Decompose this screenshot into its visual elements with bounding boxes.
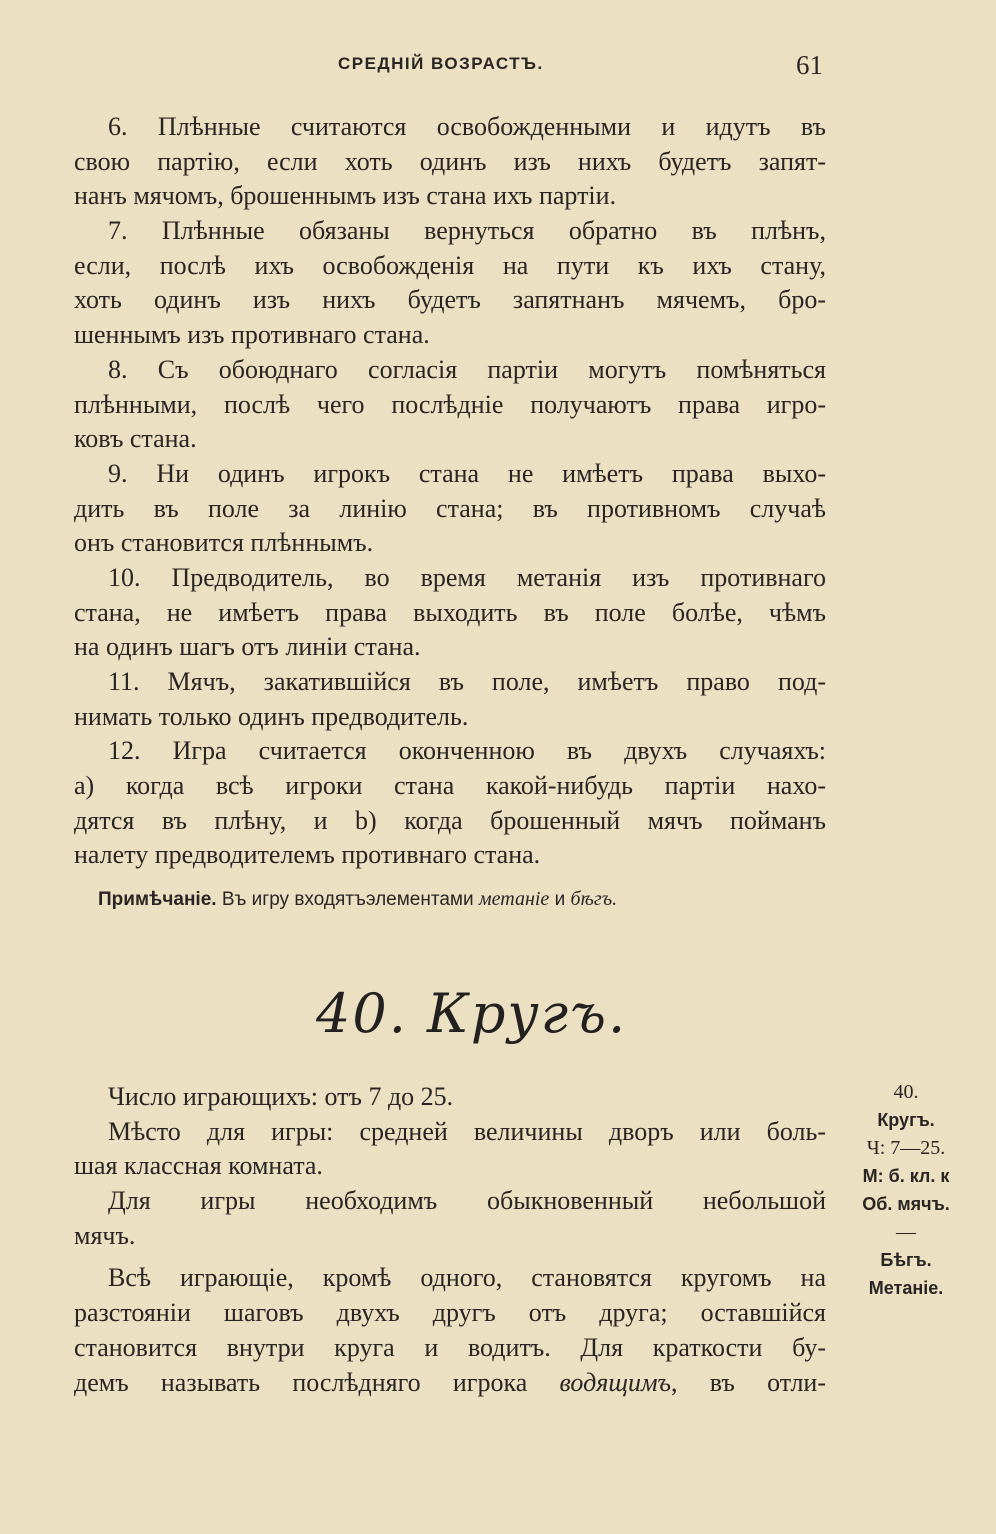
margin-element: Метаніе. [868, 1278, 944, 1298]
text-line: Всѣ играющіе, кромѣ одного, становятся кругомъ на [108, 1263, 826, 1293]
text-line: Мѣсто для игры: средней величины дворъ или боль- [108, 1116, 826, 1146]
footnote-label: Примѣчаніе. [98, 889, 217, 910]
margin-equipment: Об. мячъ. [862, 1194, 950, 1214]
text-line: ковъ стана. [74, 424, 197, 454]
margin-summary [836, 1078, 976, 1302]
body-block [74, 1080, 826, 1400]
text-line: дятся въ плѣну, и b) когда брошенный мячъ пойманъ [74, 805, 826, 835]
text-line: свою партію, если хоть одинъ изъ нихъ будетъ запят- [74, 146, 826, 176]
page-number: 61 [796, 50, 823, 80]
margin-number: 40. [893, 1081, 919, 1103]
text-line: 11. Мячъ, закатившійся въ поле, имѣетъ право под- [108, 667, 826, 696]
footnote-text: Въ игру входятъэлементами [221, 889, 474, 910]
text-line: 10. Предводитель, во время метанія изъ противнаго [108, 562, 826, 592]
text-line: Для игры необходимъ обыкновенный небольшой [108, 1186, 826, 1216]
text-line: 8. Съ обоюднаго согласія партіи могутъ помѣняться [108, 354, 826, 384]
text-line: а) когда всѣ игроки стана какой-нибудь партіи нахо- [74, 771, 826, 801]
section-title: 40. Кругъ. [316, 982, 628, 1045]
text-line: онъ становится плѣннымъ. [74, 528, 374, 558]
text-line: становится внутри круга и водитъ. Для краткости бу- [74, 1332, 826, 1362]
text-line: на одинъ шагъ отъ линіи стана. [74, 632, 421, 662]
text-line: 12. Игра считается оконченною въ двухъ случаяхъ: [108, 736, 826, 766]
text-line: 9. Ни одинъ игрокъ стана не имѣетъ права выхо- [108, 458, 826, 488]
text-line: шая классная комната. [74, 1151, 323, 1181]
text-line: плѣнными, послѣ чего послѣдніе получаютъ права игро- [74, 389, 826, 419]
text-line: шеннымъ изъ противнаго стана. [74, 320, 430, 350]
text-segment: демъ называть послѣдняго игрока [74, 1367, 528, 1397]
margin-count: Ч: 7—25. [866, 1137, 946, 1159]
text-line: если, послѣ ихъ освобожденія на пути къ ихъ стану, [74, 250, 826, 280]
footnote-emphasis: метаніе [478, 888, 550, 910]
text-line: мячъ. [74, 1220, 136, 1250]
running-header-title: СРЕДНІЙ ВОЗРАСТЪ. [338, 54, 544, 73]
text-line: дить въ поле за линію стана; въ противномъ случаѣ [74, 493, 826, 523]
text-line: 7. Плѣнные обязаны вернуться обратно въ плѣнъ, [108, 216, 826, 246]
text-line: стана, не имѣетъ права выходить въ поле болѣе, чѣмъ [74, 597, 826, 627]
footnote-emphasis: бѣгъ. [570, 888, 618, 910]
margin-element: Бѣгъ. [880, 1250, 932, 1270]
text-line: разстояніи шаговъ двухъ другъ отъ друга; оставшійся [74, 1298, 826, 1328]
margin-title: Кругъ. [877, 1110, 935, 1130]
margin-place: М: б. кл. к [862, 1166, 950, 1186]
text-line: налету предводителемъ противнаго стана. [74, 840, 541, 870]
text-segment: , въ отли- [671, 1367, 826, 1397]
text-line: хоть одинъ изъ нихъ будетъ запятнанъ мячемъ, бро- [74, 285, 826, 315]
text-line: 6. Плѣнные считаются освобожденными и идутъ въ [108, 112, 826, 141]
footnote-conjunction: и [554, 889, 566, 910]
rules-block [74, 110, 826, 873]
text-line: нимать только одинъ предводитель. [74, 701, 469, 731]
text-line: нанъ мячомъ, брошеннымъ изъ стана ихъ партіи. [74, 181, 617, 211]
margin-rule: — [896, 1221, 916, 1243]
text-line-mixed [74, 1366, 826, 1401]
footnote [98, 884, 617, 915]
emphasized-word: водящимъ [559, 1367, 672, 1397]
text-line: Число играющихъ: отъ 7 до 25. [108, 1082, 454, 1111]
